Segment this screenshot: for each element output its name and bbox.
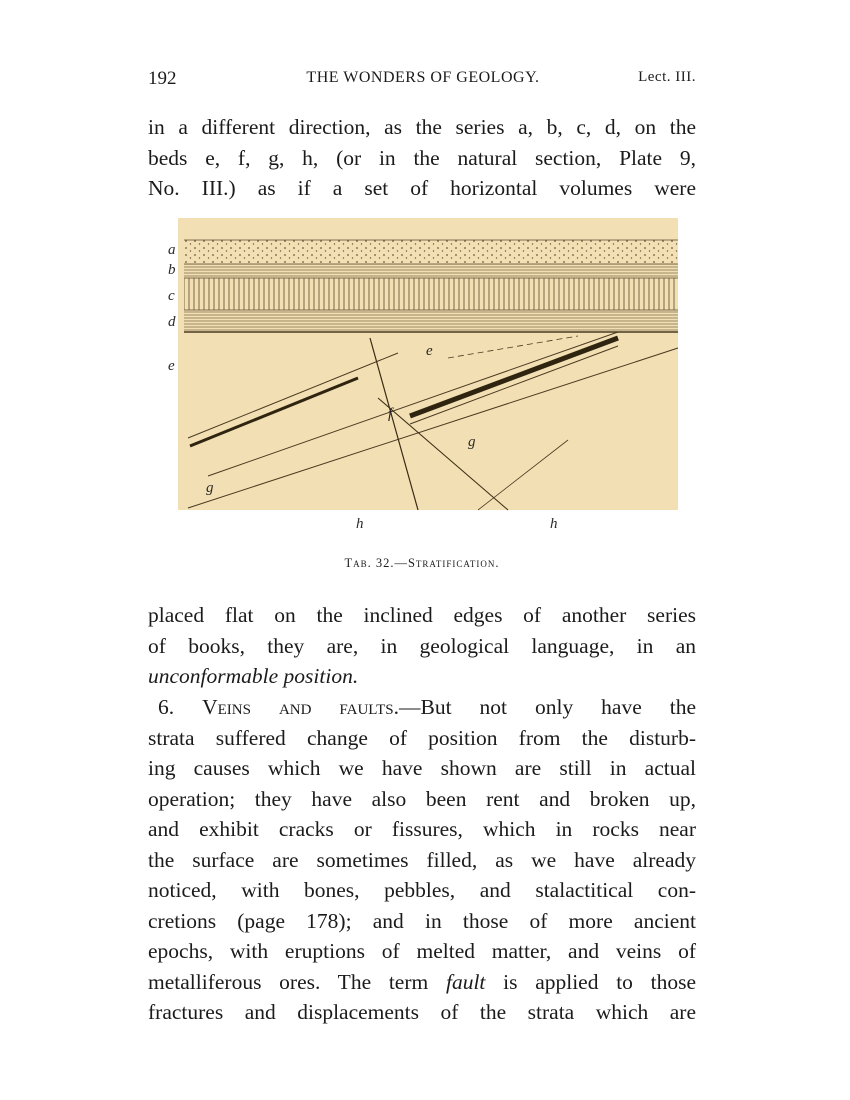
stratification-engraving <box>148 218 688 543</box>
stratification-figure <box>148 218 688 543</box>
text-fragment: is applied to those <box>503 969 697 994</box>
text-line: in a different direction, as the series a, b, c, d, on the <box>148 115 696 139</box>
label-c: c <box>168 288 175 304</box>
label-a: a <box>168 242 176 258</box>
label-g-inner: g <box>468 434 476 450</box>
text-line: of books, they are, in geological language, in an <box>148 633 696 658</box>
text-line <box>148 967 696 998</box>
text-line: noticed, with bones, pebbles, and stalactitical con- <box>148 878 696 902</box>
text-line: strata suffered change of position from the disturb- <box>148 725 696 750</box>
section-heading: Veins and faults. <box>202 695 399 719</box>
text-line: ing causes which we have shown are still in actual <box>148 756 696 780</box>
paragraph-intro <box>148 112 696 204</box>
label-h-left: h <box>356 516 364 532</box>
text-fragment: metalliferous ores. The term <box>148 969 429 994</box>
text-fragment: —But not only have the <box>398 695 696 719</box>
term-fault: fault <box>445 969 486 994</box>
text-line-italic: unconformable position. <box>148 664 359 688</box>
section-number: 6. <box>158 695 175 719</box>
lecture-label: Lect. III. <box>638 69 696 85</box>
label-e-inner: e <box>426 343 433 359</box>
label-e: e <box>168 358 175 374</box>
page-number: 192 <box>148 68 177 89</box>
label-f: f <box>388 406 393 422</box>
text-line: epochs, with eruptions of melted matter, and veins of <box>148 939 696 963</box>
label-g: g <box>206 480 214 496</box>
caption-text: Tab. 32.—Stratification. <box>344 556 500 570</box>
stratum-b <box>184 264 678 278</box>
stratum-d <box>184 310 678 332</box>
text-line: No. III.) as if a set of horizontal volumes were <box>148 176 696 200</box>
text-line: beds e, f, g, h, (or in the natural section, Plate 9, <box>148 145 696 170</box>
paragraph-continuation <box>148 600 696 692</box>
figure-caption <box>148 556 696 571</box>
text-line: and exhibit cracks or fissures, which in rocks near <box>148 817 696 841</box>
stratum-a <box>184 240 678 264</box>
text-line: cretions (page 178); and in those of more ancient <box>148 908 696 933</box>
running-header <box>148 68 698 94</box>
text-line: placed flat on the inclined edges of another series <box>148 603 696 627</box>
text-line <box>148 692 696 723</box>
stratum-c <box>184 278 678 310</box>
text-line: fractures and displacements of the strata which are <box>148 1000 696 1024</box>
label-b: b <box>168 262 176 278</box>
text-line: operation; they have also been rent and broken up, <box>148 786 696 811</box>
paragraph-veins-and-faults <box>148 692 696 1028</box>
running-title: THE WONDERS OF GEOLOGY. <box>306 69 540 86</box>
text-line: the surface are sometimes filled, as we have already <box>148 847 696 872</box>
label-d: d <box>168 314 176 330</box>
label-h-right: h <box>550 516 558 532</box>
